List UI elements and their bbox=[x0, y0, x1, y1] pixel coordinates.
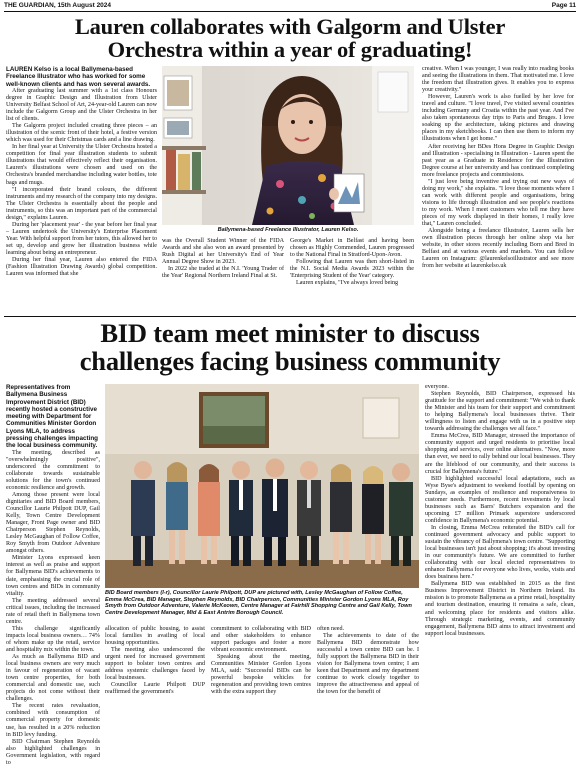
story1-headline-line1: Lauren collaborates with Galgorm and Ulster bbox=[74, 14, 506, 39]
story2-paragraph: Stephen Reynolds, BID Chairperson, expressed his gratitude for the support and commitment: "We wish to thank the Minister and his team for their support and commitment to helping Ballymena's local businesses thrive. Their willingness to listen and engage with us in a positive step towards addressing the challenges we all face." bbox=[425, 391, 575, 433]
story2-paragraph: The meeting also underscored the urgent need for increased government support to bolster town centres and address systemic challenges faced by local businesses. bbox=[105, 647, 205, 682]
story1-paragraph: During her 'placement year' - the year before her final year – Lauren undertook the University's Enterprise Placement Year. With helpful support from her tutors, this allowed her to set up, develop and grow her illustration business while learning about being an entrepreneur. bbox=[6, 221, 157, 256]
story1-photo bbox=[162, 66, 414, 225]
story2-column-2 bbox=[105, 626, 205, 734]
story1-column-1 bbox=[6, 66, 157, 314]
story1-paragraph: "I incorporated their brand colours, the different instruments and my research of the company into my designs. The Ulster Orchestra is essentially about the people and instruments, so this was an important part of the commercial design," explains Lauren. bbox=[6, 186, 157, 221]
story2-column-1 bbox=[6, 384, 100, 766]
story2-paragraph: commitment to collaborating with BID and other stakeholders to enhance support packages and foster a more vibrant economic environment. bbox=[211, 626, 311, 654]
story2-paragraph: The achievements to date of the Ballymena BID demonstrate how successful a town centre BID can be. I fully support the Ballymena BID in their vision for Ballymena town centre; I am keen that Department and my department continue to work closely together to improve the attractiveness and appeal of the town for the benefit of bbox=[317, 633, 419, 696]
lauren-portrait-image bbox=[162, 66, 414, 225]
story2-column-3 bbox=[211, 626, 311, 734]
story2-headline-line1: BID team meet minister to discuss bbox=[100, 318, 480, 348]
story1-paragraph: Lauren explains, "I've always loved being bbox=[296, 280, 399, 287]
story2-paragraph: The meeting addressed several critical issues, including the increased rate of retail theft in Ballymena town centre. bbox=[6, 597, 100, 625]
story2-lead: Representatives from Ballymena Business Improvement District (BID) recently hosted a constructive meeting with Department for Communities Minister Gordon Lyons MLA, to address pressing challenges impacting the local business community. bbox=[6, 384, 99, 450]
story1-column-4 bbox=[422, 66, 574, 314]
story2-column-4 bbox=[317, 626, 419, 734]
story2-paragraph: allocation of public housing, to assist local families in availing of local housing opportunities. bbox=[105, 626, 205, 647]
story2-paragraph: Councillor Laurie Philpott DUP reaffirmed the government's bbox=[105, 682, 205, 696]
story1-paragraph: After receiving her BDes Hons Degree in Graphic Design and Illustration - specialising in Illustration - Lauren spent the past year as a Graduate in Residence for the Illustration Degree course at her university and has continued completing more freelance projects and commissions. bbox=[422, 143, 574, 178]
story1-headline bbox=[4, 15, 576, 62]
story1-paragraph: During her final year, Lauren also entered the FIDA (Fashion Illustration Drawing Awards) global competition. Lauren was informed that she bbox=[6, 257, 157, 278]
story1-paragraph: "I just love being inventive and trying out new ways of doing my work," she explains. "I love those moments where I can work with different people and organisations, bring visions to life through illustration and see people's reactions to my work. When I meet customers who tell me they have pieces of my work displayed in their homes, I really love that," Lauren concluded. bbox=[422, 178, 574, 228]
story2-paragraph: Ballymena BID was established in 2015 as the first Business Improvement District in Northern Ireland. Its mission is to promote Ballymena as a prime retail, hospitality and tourism destination, ensuring it remains a safe, clean, and welcoming place for residents and visitors alike. Through strategic marketing, events, and community engagement, Ballymena BID aims to attract investment and support local businesses. bbox=[425, 581, 575, 637]
story1-column-2 bbox=[162, 238, 284, 314]
story1-photo-caption: Ballymena-based Freelance Illustrator, Lauren Kelso. bbox=[217, 227, 359, 233]
page-header bbox=[4, 1, 576, 11]
story1-paragraph: The Galgorm project included creating three pieces – an illustration of the scenic front of their hotel, a festive version which was used for their Christmas cards and a line drawing. bbox=[6, 123, 157, 144]
story2-paragraph: The meeting, described as "overwhelmingly positive", underscored the commitment to collaborate towards sustainable solutions for the town's continued economic resilience and growth. bbox=[6, 449, 100, 491]
story1-paragraph: was the Overall Student Winner of the FIDA Awards and she also won an award presented by Rush Digital at her University's End of Year Annual Degree Show in 2023. bbox=[162, 238, 284, 266]
story2-paragraph: everyone. bbox=[425, 384, 449, 390]
story1-paragraph: Alongside being a freelance Illustrator, Lauren sells her own illustration pieces through her online shop via her website, in other stores recently including Born and Bred in Belfast and at various events and markets. You can follow Lauren on Instagram: @laurenkelsoillustrator and see more from her website at laurenkelso.uk bbox=[422, 228, 574, 270]
story1-paragraph: George's Market in Belfast and having been chosen as Highly Commended, Lauren progressed to the National Final in Stratford-Upon-Avon. bbox=[290, 238, 414, 259]
story2-paragraph: As much as Ballymena BID and local business owners are very much in favour of regeneration of vacant town centre properties, for both commercial and domestic use, such projects do not come without their challenges. bbox=[6, 654, 100, 703]
story2-paragraph: BID Chairman Stephen Reynolds also highlighted challenges in Government legislation, with regard to bbox=[6, 738, 100, 766]
story2-paragraph: Emma McCrea, BID Manager, stressed the importance of community support and urged residents to prioritise local shopping and services, over online alternatives. "Now, more than ever, we need to rally behind our local businesses. They are the lifeblood of our community, and their success is crucial for Ballymena's future." bbox=[425, 433, 575, 475]
story2-headline bbox=[4, 320, 576, 375]
story2-headline-line2: challenges facing business community bbox=[79, 345, 501, 376]
publication-date: THE GUARDIAN, 15th August 2024 bbox=[4, 2, 112, 9]
story2-paragraph: Among those present were local dignitaries and BID Board members, Councillor Laurie Philpott DUP, Gail Kelly, Town Centre Development Manager, Front Page owner and BID Chairperson Stephen Reynolds, Lesley McGaughan of Follow Coffee, Roy Smyth from Outdoor Adventure amongst others. bbox=[6, 491, 100, 555]
story1-paragraph: creative. When I was younger, I was really into reading books and seeing the illustrations in them. That motivated me. I love the freedom that illustration gives. It enables you to express your creativity." bbox=[422, 66, 574, 94]
story1-paragraph: In her final year at University the Ulster Orchestra hosted a competition for final year illustration students to submit illustrations that would effectively reflect their organisation. Lauren's illustrations were chosen and used on the Orchestra's branded merchandise including water bottles, tote bags and mugs. bbox=[6, 144, 157, 186]
story2-paragraph: often need. bbox=[317, 626, 345, 632]
bid-group-photo-image bbox=[105, 384, 419, 588]
story2-paragraph: In closing, Emma McCrea reiterated the BID's call for continued government advocacy and public support to sustain the vibrancy of Ballymena's town centre. "Supporting local businesses isn't just about shopping; it's about investing in our community's future. We are committed to further collaborating with our local elected representatives to enhance Ballymena for everyone who lives, works, visits and does business here." bbox=[425, 524, 575, 581]
story2-paragraph: Speaking about the meeting, Communities Minister Gordon Lyons MLA, said: "Successful BIDs can be powerful bespoke vehicles for regeneration and providing town centres with the extra support they bbox=[211, 654, 311, 696]
page-number: Page 11 bbox=[551, 2, 576, 9]
story2-paragraph: BID highlighted successful local adaptations, such as Wyse Byse's adjustment to weekend footfall by opening on Sundays, as examples of resilience and responsiveness to customer needs. Furthermore, recent investments by local businesses such as Barrs' Butchers expansion and the upcoming £7 million Primark superstore underscored confidence in Ballymena's economic potential. bbox=[425, 475, 575, 524]
story1-paragraph: Following that Lauren was then short-listed in the N.I. Social Media Awards 2023 within the 'Enterprising Student of the Year' category. bbox=[290, 259, 414, 280]
story1-headline-line2: Orchestra within a year of graduating! bbox=[107, 37, 473, 63]
story-divider bbox=[4, 316, 576, 317]
story1-paragraph: In 2022 she traded at the N.I. 'Young Trader of the Year' Regional Northern Ireland Final at St. bbox=[162, 266, 284, 280]
story2-paragraph: This challenge significantly impacts local business owners… 74% of whom make up the retail, service and hospitality mix within the town. bbox=[6, 625, 100, 653]
story2-column-5 bbox=[425, 384, 575, 734]
story2-photo bbox=[105, 384, 419, 588]
story2-paragraph: The recent rates revaluation, combined with consumption of commercial property for domestic use, has resulted in a 20% reduction in BID levy funding. bbox=[6, 703, 100, 738]
header-rule bbox=[4, 11, 576, 12]
story1-lead: LAUREN Kelso is a local Ballymena-based Freelance Illustrator who has worked for some well-known clients and has won several awards. bbox=[6, 66, 151, 88]
story2-photo-caption: BID Board members (l-r), Councillor Laurie Philpott, DUP are pictured with, Lesley McGaughan of Follow Coffee, Emma McCrea, BID Manager, Stephen Reynolds, BID Chairperson, Communities Minister Gordon Lyons MLA, Roy Smyth from Outdoor Adventure, Valerie McKeown, Centre Manager at Fairhill Shopping Centre and Gail Kelly, Town Centre Development Manager, Mid & East Antrim Borough Council. bbox=[105, 590, 412, 616]
story1-paragraph: However, Lauren's work is also fuelled by her love for travel and culture. "I love travel, I've visited several countries including Germany and Croatia within the past year. And I've also taken spontaneous day trips to Paris and Bruges. I love soaking up the architecture, taking pictures and drawing places in my sketchbooks. I can then use them to inform my illustrations when I get home." bbox=[422, 94, 574, 143]
story1-column-3 bbox=[290, 238, 414, 314]
story2-paragraph: Minister Lyons expressed keen interest as well as praise and support for Ballymena BID's achievements to date, emphasising the crucial role of town centres and BIDs in community vitality. bbox=[6, 555, 100, 597]
story1-paragraph: After graduating last summer with a 1st class Honours degree in Graphic Design and Illustration from Ulster University Belfast School of Art, 24-year-old Lauren can now include the Galgorm Group and the Ulster Orchestra in her list of clients. bbox=[6, 87, 157, 123]
